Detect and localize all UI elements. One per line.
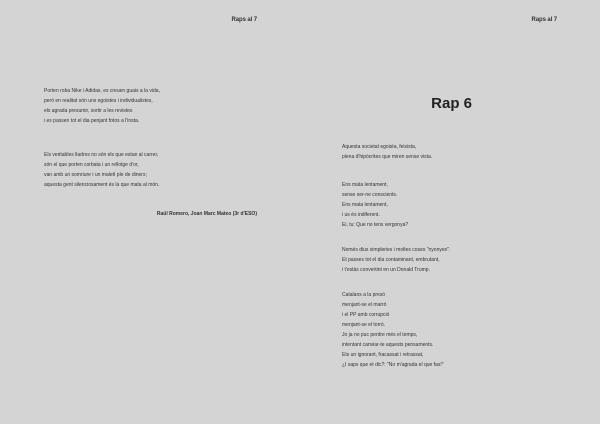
verse-line: Ens mata lentament, bbox=[342, 182, 388, 188]
verse-line: Els veritables lladres no són els que estan al carrer, bbox=[44, 152, 159, 158]
verse-line: i es passen tot el dia penjant fotos a l'insta. bbox=[44, 118, 140, 124]
verse-line: i t'estàs convertint en un Donald Trump. bbox=[342, 267, 430, 273]
verse-line: ¿I saps que et dic?: "No m'agrada el que fas!" bbox=[342, 362, 444, 368]
verse-line: Porten roba Nike i Adidas, es creuen guais a la vida, bbox=[44, 88, 160, 94]
stanza bbox=[342, 290, 444, 370]
verse-line: van amb un somriure i un maletí ple de diners; bbox=[44, 172, 147, 178]
stanza bbox=[342, 142, 432, 162]
stanza bbox=[44, 150, 159, 190]
verse-line: Jo ja no puc perdre més el temps, bbox=[342, 332, 418, 338]
stanza bbox=[44, 86, 160, 126]
verse-line: Et passes tot el dia contaminant, embrutant, bbox=[342, 257, 440, 263]
verse-line: Ets un ignorant, fracassat i retrassat, bbox=[342, 352, 424, 358]
verse-line: menjant-se el marró bbox=[342, 302, 387, 308]
author-credit: Raül Romero, Joan Marc Mateo (3r d'ESO) bbox=[156, 211, 257, 217]
verse-line: Ens mata lentament, bbox=[342, 202, 388, 208]
verse-line: Només dius ximpleries i moltes coses "nyonyes". bbox=[342, 247, 451, 253]
verse-line: però en realitat són uns egoistes i individualistes, bbox=[44, 98, 153, 104]
verse-line: Ei, tu: Que no tens vergonya? bbox=[342, 222, 409, 228]
stanza bbox=[342, 180, 408, 230]
right-page bbox=[300, 0, 600, 424]
running-header: Raps al 7 bbox=[531, 17, 557, 23]
verse-line: i us és indiferent. bbox=[342, 212, 380, 218]
verse-line: els agrada presumir, sortir a les revistes bbox=[44, 108, 133, 114]
verse-line: sense ser-ne conscients. bbox=[342, 192, 398, 198]
verse-line: són el que porten corbata i un rellotge d'or, bbox=[44, 162, 139, 168]
verse-line: intentant canviar-te aquests pensaments. bbox=[342, 342, 434, 348]
verse-line: menjant-se el torró. bbox=[342, 322, 386, 328]
verse-line: aquesta gent silenciosament és la que mata al món. bbox=[44, 182, 160, 188]
verse-line: Aquesta societat egoista, feixista, bbox=[342, 144, 417, 150]
verse-line: i el PP amb corrupció bbox=[342, 312, 390, 318]
verse-line: plena d'hipòcrites que miren sense vista. bbox=[342, 154, 433, 160]
verse-line: Catalans a la presó bbox=[342, 292, 386, 298]
page-title: Rap 6 bbox=[431, 95, 472, 112]
stanza bbox=[342, 245, 450, 275]
running-header: Raps al 7 bbox=[231, 17, 257, 23]
